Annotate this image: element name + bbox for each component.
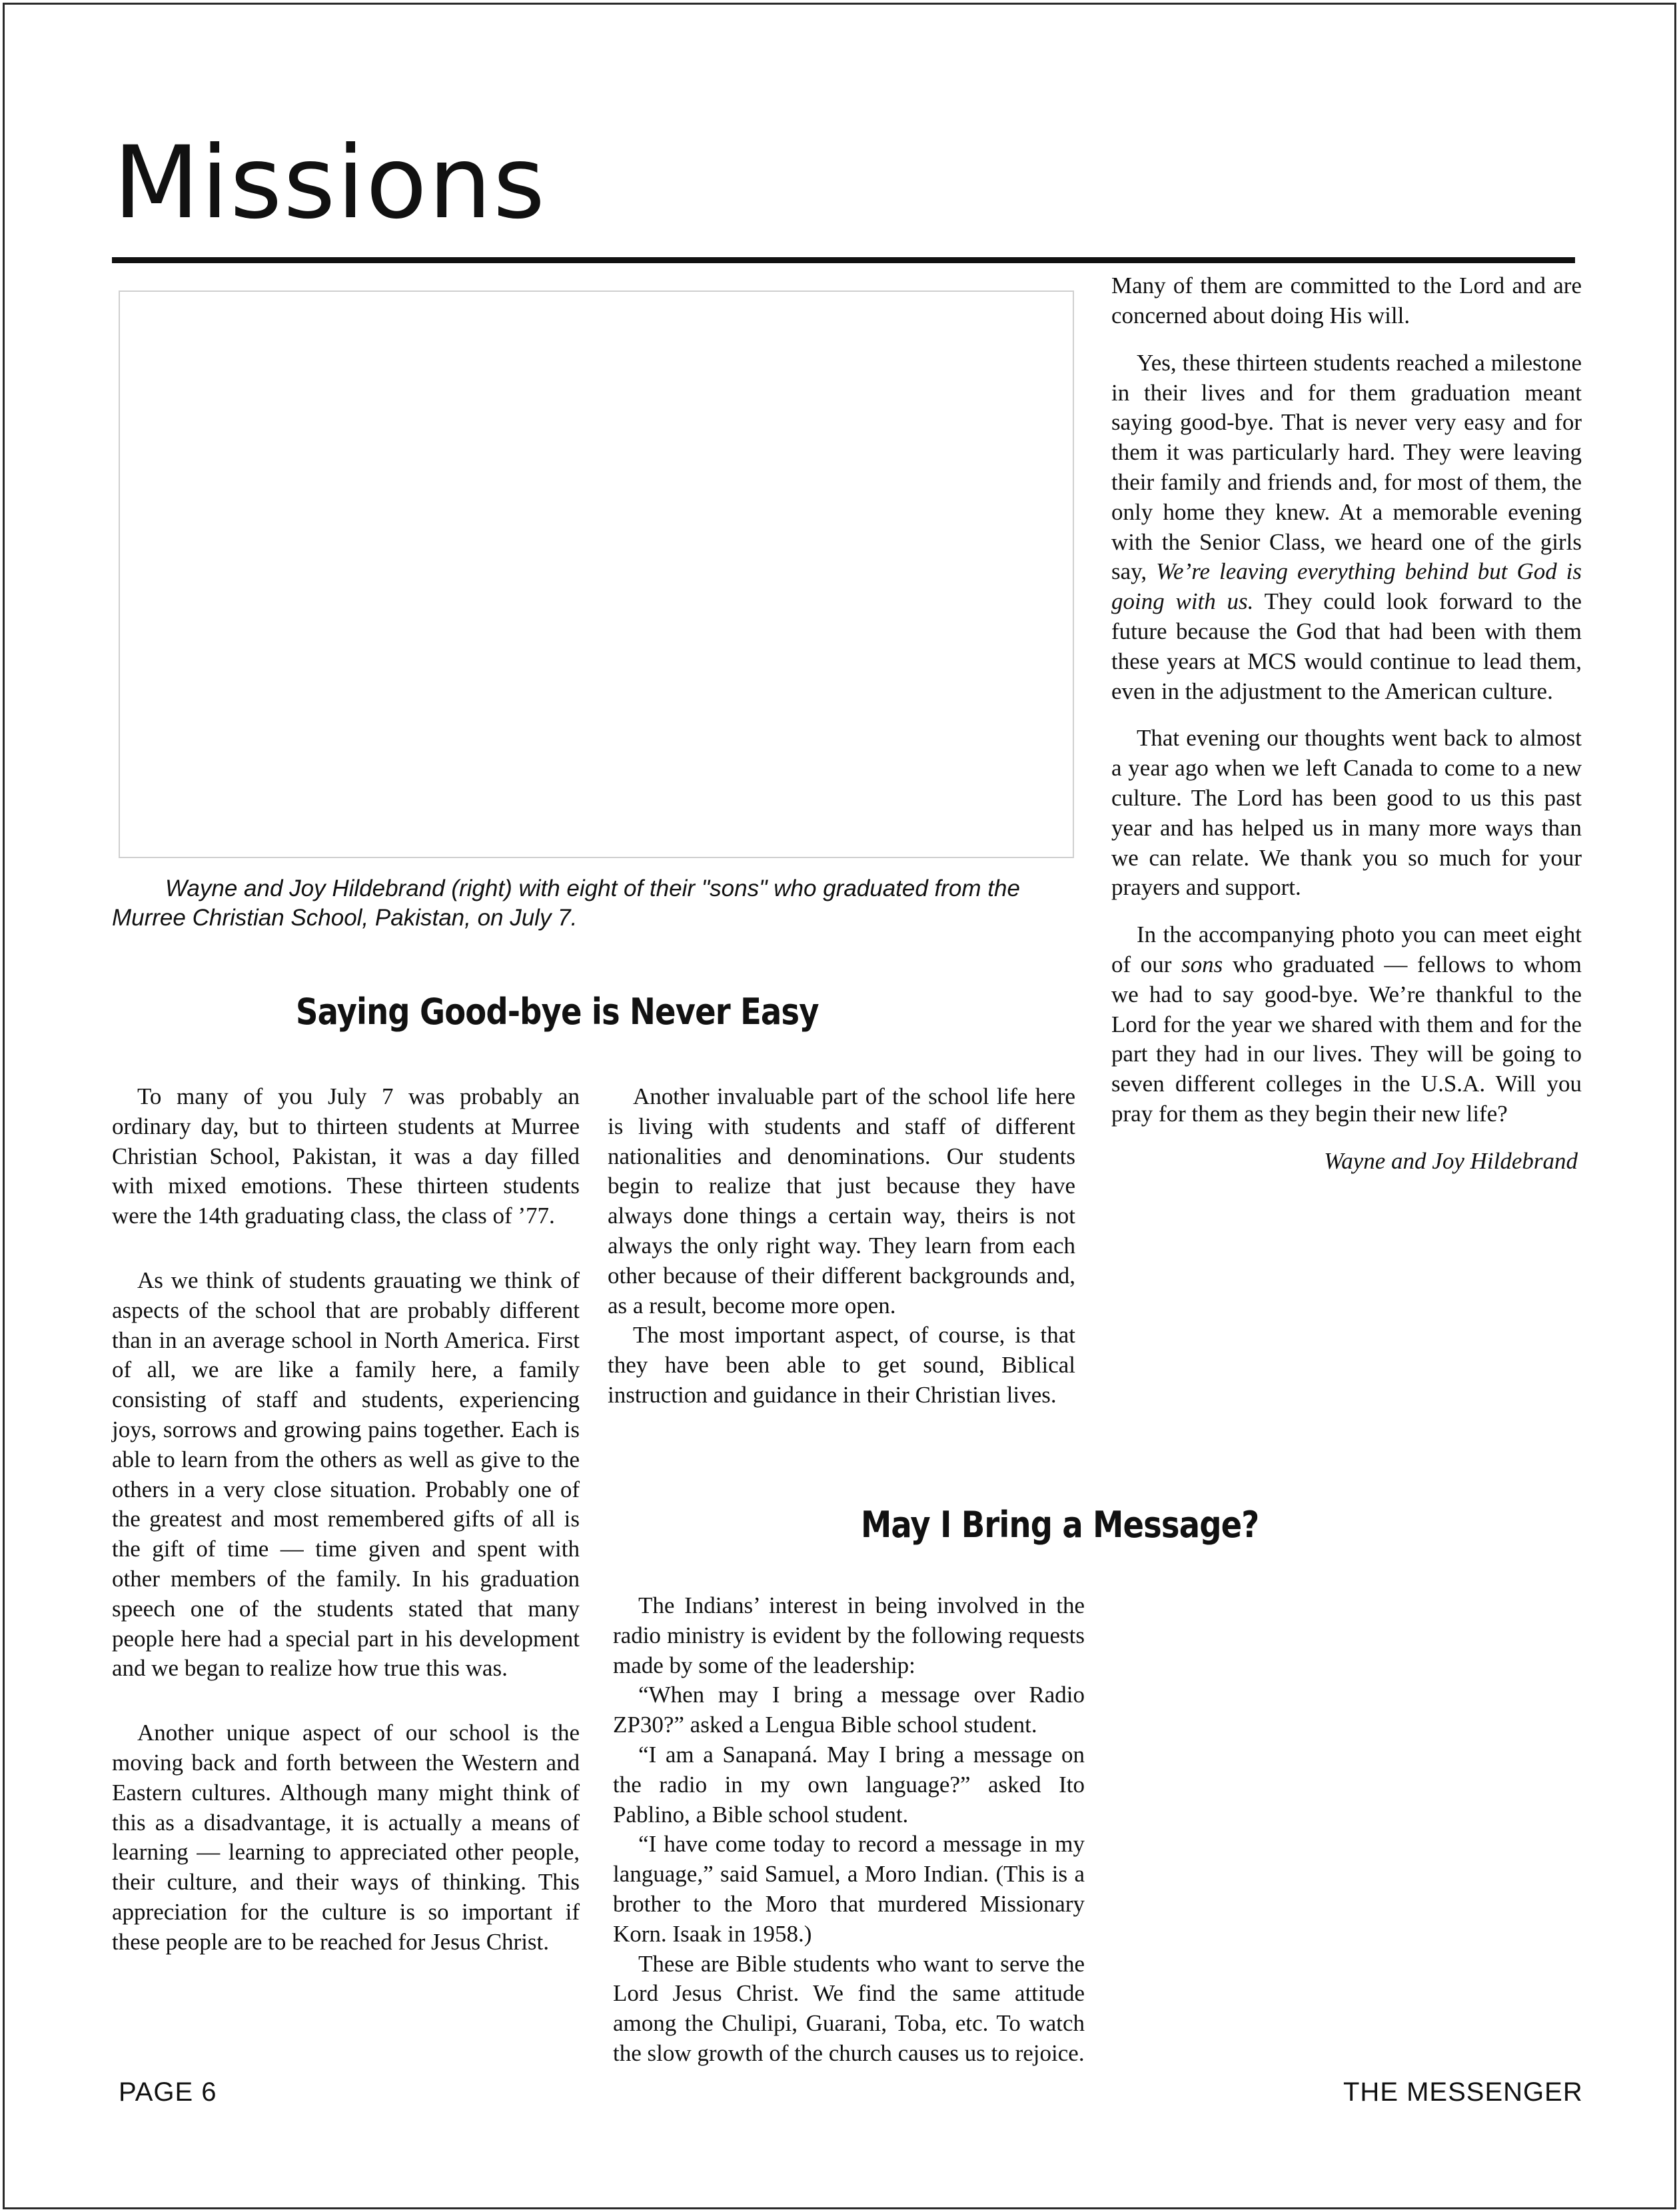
page-number: PAGE 6 [119, 2077, 217, 2107]
paragraph-text: They could look forward to the future because the God that had been with them these years at MCS would continue to lead them, even in the adjustment to the American culture. [1111, 588, 1582, 704]
article1-column-2 [608, 1082, 1075, 1410]
article2-headline: May I Bring a Message? [861, 1504, 1259, 1546]
article1-paragraph: As we think of students grauating we think of aspects of the school that are probably different than in an average school in North America. First of all, we are like a family here, a family consisting of staff and students, experiencing joys, sorrows and growing pains together. Each is able to learn from the others as well as give to the others in a very close situation. Probably one of the greatest and most remembered gifts of all is the gift of time — time given and spent with other members of the family. In his graduation speech one of the students stated that many people here had a special part in his development and we began to realize how true this was. [112, 1267, 580, 1682]
paragraph-text: who graduated — fellows to whom we had to say good-bye. We’re thankful to the Lord for the year we shared with them and for the part they had in our lives. They will be going to seven different colleges in the U.S.A. Will you pray for them as they begin their new life? [1111, 951, 1582, 1127]
article2-paragraph: “I am a Sanapaná. May I bring a message on the radio in my own language?” asked Ito Pablino, a Bible school student. [613, 1741, 1085, 1828]
paragraph-text: In the accompanying photo you can meet eight of our [1111, 921, 1582, 977]
article1-paragraph [1111, 348, 1582, 707]
article1-column-3 [1111, 273, 1582, 1177]
paragraph-text: The most important aspect, of course, is that they have been able to get sound, Biblical instruction and guidance in their Christian lives. [608, 1322, 1075, 1408]
article1-paragraph: To many of you July 7 was probably an ordinary day, but to thirteen students at Murree Christian School, Pakistan, it was a day filled with mixed emotions. These thirteen students were the 14th graduating class, the class of ’77. [112, 1083, 580, 1229]
article1-paragraph: That evening our thoughts went back to almost a year ago when we left Canada to come to a new culture. The Lord has been good to us this past year and has helped us in many more ways than we can relate. We thank you so much for your prayers and support. [1111, 725, 1582, 901]
article2-paragraph: These are Bible students who want to serve the Lord Jesus Christ. We find the same attitude among the Chulipi, Guarani, Toba, etc. To watch the slow growth of the church causes us to rejoice. [613, 1950, 1085, 2066]
article2-paragraph: The Indians’ interest in being involved in the radio ministry is evident by the following requests made by some of the leadership: [613, 1592, 1085, 1678]
article1-headline: Saying Good-bye is Never Easy [296, 991, 819, 1033]
article2-paragraph: “When may I bring a message over Radio ZP30?” asked a Lengua Bible school student. [613, 1682, 1085, 1738]
paragraph-text: Yes, these thirteen students reached a milestone in their lives and for them graduation meant saying good-bye. That is never very easy and for them it was particularly hard. They were leaving their family and friends and, for most of them, the only home they knew. At a memorable evening with the Senior Class, we heard one of the girls say, [1111, 349, 1582, 585]
paragraph-text: Another invaluable part of the school life here is living with students and staff of different nationalities and denominations. Our students begin to realize that just because they have always done things a certain way, theirs is not always the only right way. They learn from each other because of their different backgrounds and, as a result, become more open. [608, 1083, 1075, 1319]
publication-name: THE MESSENGER [1343, 2077, 1583, 2107]
article2-column-1 [613, 1591, 1085, 2069]
quoted-text: We’re leaving everything behind but God is going with us. [1111, 558, 1582, 615]
article2-paragraph: “I have come today to record a message in my language,” said Samuel, a Moro Indian. (This is a brother to the Moro that murdered Missionary Korn. Isaak in 1958.) [613, 1831, 1085, 1947]
continued-text: Many of them are committed to the Lord and are concerned about doing His will. [1111, 273, 1582, 328]
article1-paragraph [608, 1321, 1075, 1410]
photo-caption: Wayne and Joy Hildebrand (right) with eight of their "sons" who graduated from the Murree Christian School, Pakistan, on July 7. [112, 875, 1020, 931]
article1-column-1 [112, 1082, 580, 1957]
article1-paragraph [1111, 920, 1582, 1129]
article1-paragraph: Another unique aspect of our school is the moving back and forth between the Western and Eastern cultures. Although many might think of this as a disadvantage, it is actually a means of learning — learning to appreciated other people, their culture, and their ways of thinking. This appreciation for the culture is so important if these people are to be reached for Jesus Christ. [112, 1720, 580, 1955]
article1-signature: Wayne and Joy Hildebrand [1324, 1147, 1578, 1174]
graduates-photo [119, 290, 1074, 858]
article1-paragraph [608, 1082, 1075, 1321]
section-title: Missions [113, 125, 547, 241]
emphasis-text: sons [1181, 951, 1223, 977]
title-rule [112, 257, 1575, 263]
